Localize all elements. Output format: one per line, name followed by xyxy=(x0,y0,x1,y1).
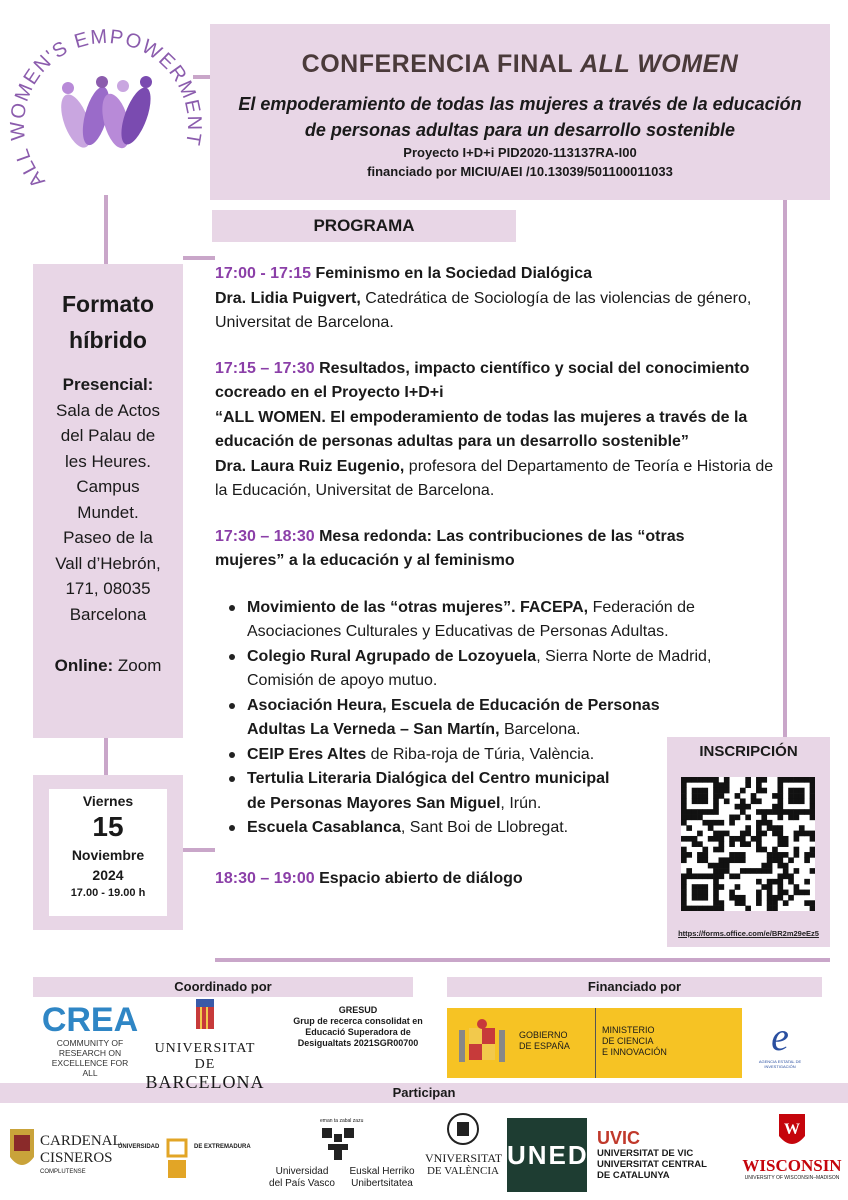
venue-address: Sala de Actos del Palau de les Heures. Campus Mundet. Paseo de la Vall d’Hebrón, 171, 08035 Barcelona xyxy=(55,400,161,624)
registration-box xyxy=(667,737,830,947)
registration-label: INSCRIPCIÓN xyxy=(699,743,798,760)
ub-shield-icon xyxy=(195,998,215,1036)
qr-code-icon[interactable] xyxy=(681,777,815,911)
all-womens-empowerment-logo xyxy=(6,6,206,196)
session-2: 17:15 – 17:30 Resultados, impacto científico y social del conocimiento cocreado en el Proyecto I+D+i “ALL WOMEN. El empoderamiento de todas las mujeres a través de la educación de personas adultas para un desarrollo sostenible” Dra. Laura Ruiz Eugenio, profesora del Departamento de Teoría e Historia de la Educación, Universitat de Barcelona. xyxy=(215,359,774,499)
date-box xyxy=(33,775,183,930)
list-item: CEIP Eres Altes de Riba-roja de Túria, València. xyxy=(215,743,715,768)
format-box xyxy=(33,264,183,738)
deco-line xyxy=(183,256,215,260)
deco-line xyxy=(183,848,215,852)
online-info: Online: Zoom xyxy=(54,656,162,675)
deco-line xyxy=(104,738,108,778)
header-box xyxy=(210,24,830,200)
list-item: Escuela Casablanca, Sant Boi de Llobregat. xyxy=(215,816,715,841)
month: Noviembre xyxy=(71,847,145,863)
registration-link[interactable]: https://forms.office.com/e/BR2m29eEz5 xyxy=(678,929,819,938)
deco-line xyxy=(215,958,830,962)
universitat-barcelona-logo: UNIVERSITAT DE BARCELONA xyxy=(145,998,265,1082)
funded-by-label: Financiado por xyxy=(447,977,822,997)
universidad-extremadura-logo: UNIVERSIDAD DE EXTREMADURA xyxy=(118,1138,258,1188)
format-title-1: Formato xyxy=(62,291,154,317)
list-item: Movimiento de las “otras mujeres”. FACEPA, Federación de Asociaciones Culturales y Educativas de Personas Adultas. xyxy=(215,596,715,645)
gresud-logo: GRESUD Grup de recerca consolidat en Educació Superadora de Desigualtats 2021SGR00700 xyxy=(293,1005,423,1048)
page-title: CONFERENCIA FINAL ALL WOMEN xyxy=(301,50,739,78)
gobierno-espana-logo: GOBIERNO DE ESPAÑA MINISTERIO DE CIENCIA E INNOVACIÓN xyxy=(447,1008,742,1078)
upv-ehu-logo: eman ta zabal zazu Universidad del País Vasco Euskal Herriko Unibertsitatea xyxy=(269,1118,415,1189)
project-code: Proyecto I+D+i PID2020-113137RA-I00 xyxy=(403,145,637,160)
wisconsin-logo: W WISCONSIN UNIVERSITY OF WISCONSIN–MADISON xyxy=(738,1112,846,1192)
uvic-logo: UVIC UNIVERSITAT DE VIC UNIVERSITAT CENTRAL DE CATALUNYA xyxy=(597,1128,707,1181)
programa-label: PROGRAMA xyxy=(212,210,516,242)
wisconsin-crest-icon xyxy=(777,1112,807,1152)
list-item: Tertulia Literaria Dialógica del Centro municipal de Personas Mayores San Miguel, Irún. xyxy=(215,767,615,816)
crea-logo: CREA COMMUNITY OF RESEARCH ON EXCELLENCE FOR ALL xyxy=(41,1001,139,1078)
year: 2024 xyxy=(92,867,124,883)
coordinated-by-label: Coordinado por xyxy=(33,977,413,997)
logo-arc-text: ALL WOMEN'S EMPOWERMENT xyxy=(6,25,206,192)
deco-line xyxy=(783,200,787,737)
women-figures-icon xyxy=(55,76,156,151)
session-1: 17:00 - 17:15 Feminismo en la Sociedad Dialógica Dra. Lidia Puigvert, Catedrática de Sociología de las violencias de género, Universitat de Barcelona. xyxy=(215,265,752,331)
subtitle: El empoderamiento de todas las mujeres a través de la educación de personas adultas para un desarrollo sostenible xyxy=(238,94,802,140)
session-4: 18:30 – 19:00 Espacio abierto de diálogo xyxy=(215,869,523,887)
aei-logo: e AGENCIA ESTATAL DE INVESTIGACIÓN xyxy=(758,1014,802,1069)
deco-line xyxy=(104,195,108,265)
cisneros-shield-icon xyxy=(8,1127,36,1175)
unex-logo-icon xyxy=(166,1138,188,1180)
presencial-label: Presencial: xyxy=(62,375,154,394)
hours: 17.00 - 19.00 h xyxy=(70,887,146,899)
universitat-valencia-logo: VNIVERSITAT DE VALÈNCIA xyxy=(425,1112,501,1192)
day-number: 15 xyxy=(92,811,124,842)
upv-tree-icon xyxy=(320,1126,356,1162)
participants-label: Participan xyxy=(0,1083,848,1103)
uned-logo: UNED xyxy=(507,1118,587,1192)
list-item: Asociación Heura, Escuela de Educación de Personas Adultas La Verneda – San Martín, Barcelona. xyxy=(215,694,685,743)
session-3: 17:30 – 18:30 Mesa redonda: Las contribuciones de las “otras mujeres” a la educación y al feminismo Movimiento de las “otras mujeres”. FACEPA, Federación de Asociaciones Culturales y Educativas de Personas Adultas. Colegio Rural Agrupado de Lozoyuela, Sierra Norte de Madrid, Comisión de apoyo mutuo. Asociación Heura, Escuela de Educación de Personas Adultas La Verneda – San Martín, Barcelona. CEIP Eres Altes de Riba-roja de Túria, València. Tertulia Literaria Dialógica del Centro municipal de Personas Mayores San Miguel, Irún. Escuela Casablanca, Sant Boi de Llobregat. xyxy=(215,525,715,841)
list-item: Colegio Rural Agrupado de Lozoyuela, Sierra Norte de Madrid, Comisión de apoyo mutuo. xyxy=(215,645,715,694)
spain-coat-of-arms-icon xyxy=(457,1018,507,1070)
format-title-2: híbrido xyxy=(69,327,147,353)
weekday: Viernes xyxy=(82,793,134,809)
funding-line: financiado por MICIU/AEI /10.13039/501100011033 xyxy=(367,164,673,179)
uv-seal-icon xyxy=(446,1112,480,1146)
svg-text:W: W xyxy=(784,1121,800,1138)
cardenal-cisneros-logo: CARDENAL CISNEROS COMPLUTENSE xyxy=(8,1125,108,1185)
